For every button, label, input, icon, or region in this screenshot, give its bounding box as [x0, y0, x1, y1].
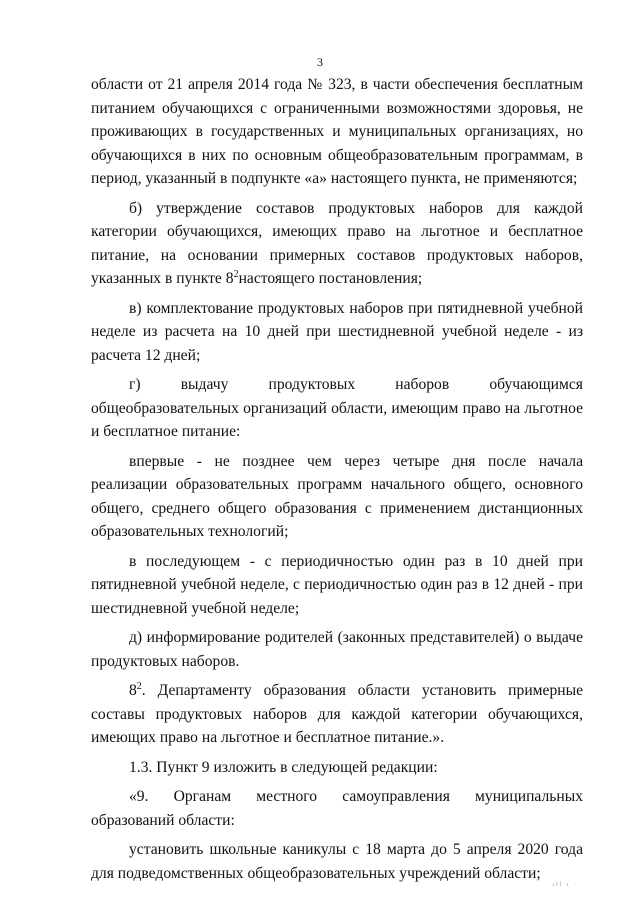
paragraph-item-b-tail: настоящего постановления; — [238, 270, 423, 287]
paragraph-holidays: установить школьные каникулы с 18 марта до 5 апреля 2020 года для подведомственных общеобразовательных учреждений области; — [91, 841, 583, 882]
page-number: 3 — [317, 55, 323, 69]
paragraph-item-v: в) комплектование продуктовых наборов при пятидневной учебной неделе из расчета на 10 дней при шестидневной учебной неделе - из расчета 12 дней; — [91, 299, 583, 364]
paragraph-point-9: «9. Органам местного самоуправления муниципальных образований области: — [91, 788, 583, 829]
document-body — [91, 73, 583, 891]
point-number: 8 — [129, 682, 137, 699]
paragraph-item-g: г) выдачу продуктовых наборов обучающимся общеобразовательных организаций области, имеющим право на льготное и бесплатное питание: — [91, 376, 583, 440]
paragraph-point-8-2 — [91, 679, 583, 750]
footer-mark: ıll ı · — [552, 882, 578, 888]
paragraph-item-d: д) информирование родителей (законных представителей) о выдаче продуктовых наборов. — [91, 629, 583, 670]
paragraph-item-b-text: б) утверждение составов продуктовых наборов для каждой категории обучающихся, имеющих право на льготное и бесплатное питание, на основании примерных составов продуктовых наборов, указанных в пункте 8 — [91, 199, 583, 287]
superscript: 2 — [233, 268, 239, 280]
superscript: 2 — [136, 680, 142, 692]
paragraph-continuation: области от 21 апреля 2014 года № 323, в части обеспечения бесплатным питанием обучающихся с ограниченными возможностями здоровья, не проживающих в государственных и муниципальных организациях, но обучающихся в них по основным общеобразовательным программам, в период, указанный в подпункте «а» настоящего пункта, не применяются; — [91, 76, 583, 187]
paragraph-subsequent: в последующем - с периодичностью один раз в 10 дней при пятидневной учебной неделе, с периодичностью один раз в 12 дней - при шестидневной учебной неделе; — [91, 552, 583, 617]
point-8-2-text: . Департаменту образования области установить примерные составы продуктовых наборов для каждой категории обучающихся, имеющих право на льготное и бесплатное питание.». — [91, 682, 583, 746]
paragraph-item-b — [91, 197, 583, 291]
paragraph-first-time: впервые - не позднее чем через четыре дня после начала реализации образовательных программ начального общего, основного общего, среднего общего образования с применением дистанционных образовательных технологий; — [91, 452, 583, 540]
paragraph-1-3: 1.3. Пункт 9 изложить в следующей редакции: — [129, 758, 438, 776]
